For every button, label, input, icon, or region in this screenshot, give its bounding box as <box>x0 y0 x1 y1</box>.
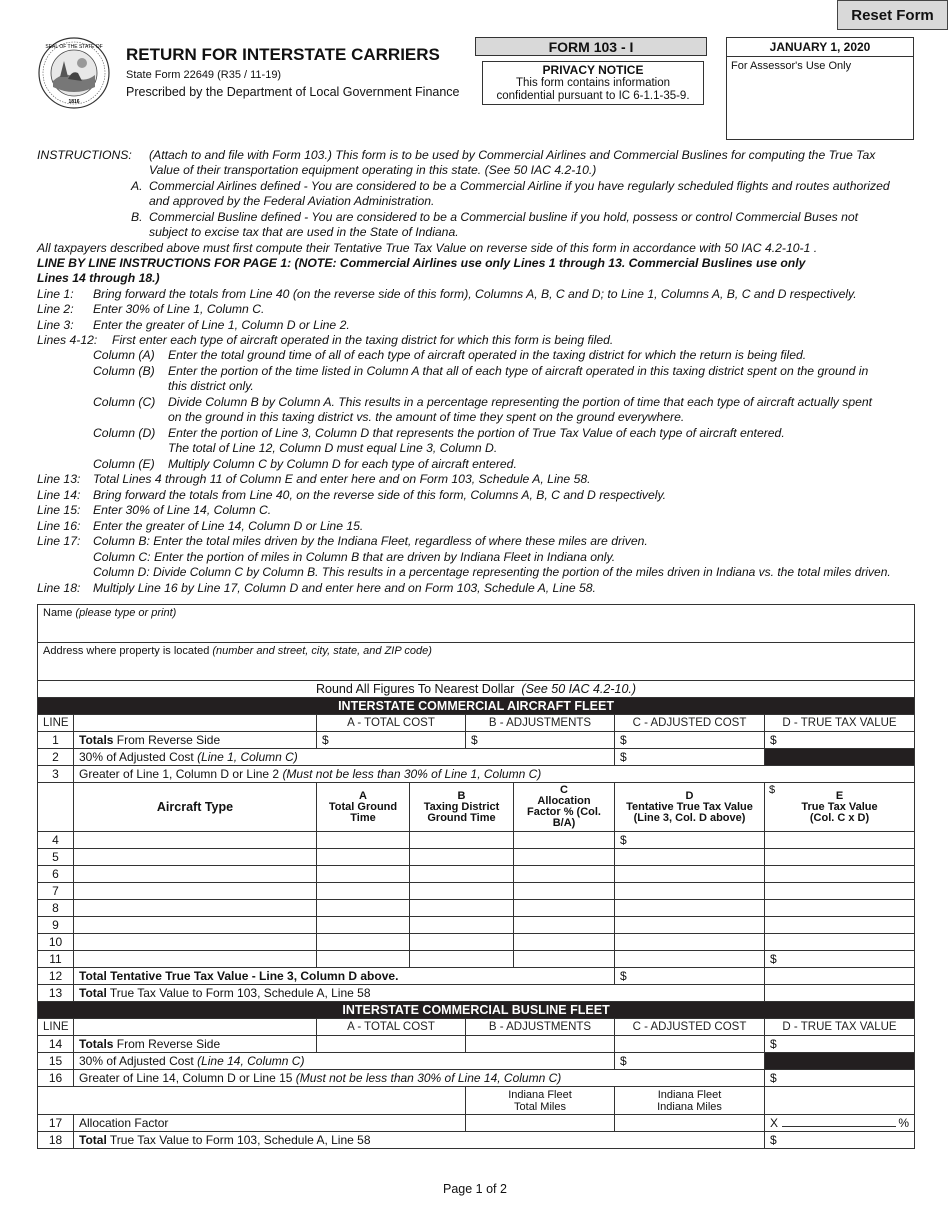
column-b-text-2: this district only. <box>168 379 254 393</box>
district-ground-time-input[interactable] <box>410 951 514 968</box>
aircraft-row <box>38 832 915 849</box>
line-3-label: Line 3: <box>37 318 74 332</box>
aircraft-row <box>38 917 915 934</box>
adjustments-header: B - ADJUSTMENTS <box>466 715 615 732</box>
line-13-true-tax-value-input[interactable] <box>765 985 915 1002</box>
true-tax-value-header: D - TRUE TAX VALUE <box>765 715 915 732</box>
fleet-total-miles-header: Indiana Fleet Total Miles <box>466 1087 615 1115</box>
district-ground-time-input[interactable] <box>410 866 514 883</box>
aircraft-row <box>38 849 915 866</box>
true-tax-value-input[interactable] <box>765 883 915 900</box>
line-by-line-heading-2: Lines 14 through 18.) <box>37 271 160 285</box>
round-figures-note: Round All Figures To Nearest Dollar (See 50 IAC 4.2-10.) <box>38 681 915 698</box>
instructions-main-2: Value of their transportation equipment operating in this state. (See 50 IAC 4.2-10.) <box>149 163 597 177</box>
name-label: Name <box>43 607 73 619</box>
line-14-label: Line 14: <box>37 488 81 502</box>
column-e-label: Column (E) <box>93 457 155 471</box>
district-ground-time-input[interactable] <box>410 883 514 900</box>
line-18-description: Total True Tax Value to Form 103, Schedule A, Line 58 <box>74 1132 765 1149</box>
line-12-description: Total Tentative True Tax Value - Line 3, Column D above. <box>74 968 615 985</box>
allocation-factor-input[interactable] <box>514 934 615 951</box>
bus-adjustments-header: B - ADJUSTMENTS <box>466 1019 615 1036</box>
line-number: 2 <box>38 749 74 766</box>
line-2-adjusted-cost-input[interactable]: $ <box>615 749 765 766</box>
address-label: Address where property is located <box>43 645 210 657</box>
address-field[interactable] <box>38 643 915 681</box>
allocation-factor-input[interactable] <box>514 883 615 900</box>
ground-time-input[interactable] <box>317 832 410 849</box>
privacy-line-2: confidential pursuant to IC 6-1.1-35-9. <box>496 90 690 102</box>
aircraft-type-header: Aircraft Type <box>74 783 317 832</box>
ground-time-input[interactable] <box>317 883 410 900</box>
line-14-total-cost-input[interactable] <box>317 1036 466 1053</box>
allocation-factor-input[interactable] <box>514 849 615 866</box>
line-number: 15 <box>38 1053 74 1070</box>
line-17-indiana-miles-input[interactable] <box>615 1115 765 1132</box>
column-c-text-2: on the ground in this taxing district vs. the amount of time they spent on the ground everywhere. <box>168 410 685 424</box>
instructions-b-2: subject to excise tax that are used in the State of Indiana. <box>149 225 459 239</box>
instructions-b-label: B. <box>131 210 143 224</box>
aircraft-type-input[interactable] <box>74 849 317 866</box>
adjusted-cost-header: C - ADJUSTED COST <box>615 715 765 732</box>
name-hint: (please type or print) <box>75 607 177 619</box>
allocation-factor-input[interactable] <box>514 900 615 917</box>
line-number: 7 <box>38 883 74 900</box>
column-c-text-1: Divide Column B by Column A. This results in a percentage representing the portion of time that each type of aircraft actually spent <box>168 395 873 409</box>
allocation-factor-input[interactable] <box>514 832 615 849</box>
seal-top-text: SEAL OF THE STATE OF <box>45 44 103 50</box>
allocation-factor-input[interactable] <box>514 866 615 883</box>
line-18-true-tax-value-input[interactable]: $ <box>765 1132 915 1149</box>
ground-time-input[interactable] <box>317 849 410 866</box>
line-2-text: Enter 30% of Line 1, Column C. <box>93 302 265 316</box>
column-b-label: Column (B) <box>93 364 155 378</box>
line-14-true-tax-value-input[interactable]: $ <box>765 1036 915 1053</box>
allocation-factor-header: C Allocation Factor % (Col. B/A) <box>514 783 615 832</box>
line-number: 3 <box>38 766 74 783</box>
ground-time-input[interactable] <box>317 917 410 934</box>
allocation-factor-input[interactable] <box>514 951 615 968</box>
all-taxpayers-note: All taxpayers described above must first compute their Tentative True Tax Value on reverse side of this form in accordance with 50 IAC 4.2-10-1 . <box>37 241 818 255</box>
line-14-text: Bring forward the totals from Line 40, on the reverse side of this form, Columns A, B, C and D respectively. <box>93 488 667 502</box>
line-15-label: Line 15: <box>37 503 81 517</box>
assessment-date: JANUARY 1, 2020 <box>727 38 913 57</box>
line-3-description: Greater of Line 1, Column D or Line 2 (Must not be less than 30% of Line 1, Column C) <box>74 766 915 783</box>
privacy-line-1: This form contains information <box>515 77 671 89</box>
aircraft-rows <box>38 832 915 968</box>
allocation-factor-input[interactable] <box>514 917 615 934</box>
line-2-description: 30% of Adjusted Cost (Line 1, Column C) <box>74 749 615 766</box>
line-3-text: Enter the greater of Line 1, Column D or Line 2. <box>93 318 350 332</box>
district-ground-time-input[interactable] <box>410 917 514 934</box>
assessor-box <box>726 37 914 140</box>
form-number-box: FORM 103 - I <box>475 37 707 56</box>
line-number: 9 <box>38 917 74 934</box>
instructions-b-1: Commercial Busline defined - You are considered to be a Commercial busline if you hold, possess or control Commercial Buses not <box>149 210 859 224</box>
aircraft-row <box>38 900 915 917</box>
line-1-text: Bring forward the totals from Line 40 (on the reverse side of this form), Columns A, B, C and D; to Line 1, Columns A, B, C and D respectively. <box>93 287 857 301</box>
assessor-use-label: For Assessor's Use Only <box>731 60 852 72</box>
reset-form-button[interactable]: Reset Form <box>837 0 948 30</box>
bus-total-cost-header: A - TOTAL COST <box>317 1019 466 1036</box>
line-1-adjusted-cost-input[interactable]: $ <box>615 732 765 749</box>
line-15-text: Enter 30% of Line 14, Column C. <box>93 503 272 517</box>
privacy-title: PRIVACY NOTICE <box>542 63 644 77</box>
lines-4-12-text: First enter each type of aircraft operated in the taxing district for which this form is being filed. <box>112 333 614 347</box>
line-18-text: Multiply Line 16 by Line 17, Column D and enter here and on Form 103, Schedule A, Line 58. <box>93 581 596 595</box>
prescribed-by: Prescribed by the Department of Local Government Finance <box>126 85 460 99</box>
line-17-total-miles-input[interactable] <box>466 1115 615 1132</box>
line-number: 6 <box>38 866 74 883</box>
line-17-text: Column B: Enter the total miles driven by the Indiana Fleet, regardless of where these miles are driven. <box>93 534 648 548</box>
state-form-number: State Form 22649 (R35 / 11-19) <box>126 69 282 81</box>
true-tax-value-e-header: $ E True Tax Value (Col. C x D) <box>765 783 915 832</box>
line-number: 5 <box>38 849 74 866</box>
line-1-label: Line 1: <box>37 287 74 301</box>
line-15-adjusted-cost-input[interactable]: $ <box>615 1053 765 1070</box>
line-17-column-c: Column C: Enter the portion of miles in Column B that are driven by Indiana Fleet in Indiana only. <box>93 550 616 564</box>
aircraft-fleet-header: INTERSTATE COMMERCIAL AIRCRAFT FLEET <box>38 698 915 715</box>
district-ground-time-input[interactable] <box>410 832 514 849</box>
line-number: 1 <box>38 732 74 749</box>
return-form-table <box>37 604 915 1149</box>
column-a-label: Column (A) <box>93 348 155 362</box>
busline-fleet-header: INTERSTATE COMMERCIAL BUSLINE FLEET <box>38 1002 915 1019</box>
line-16-text: Enter the greater of Line 14, Column D or Line 15. <box>93 519 364 533</box>
page-number: Page 1 of 2 <box>443 1182 507 1196</box>
tentative-value-input[interactable]: $ <box>615 832 765 849</box>
line-17-label: Line 17: <box>37 534 81 548</box>
line-16-description: Greater of Line 14, Column D or Line 15 (Must not be less than 30% of Line 14, Column C) <box>74 1070 765 1087</box>
aircraft-row <box>38 883 915 900</box>
fleet-indiana-miles-header: Indiana Fleet Indiana Miles <box>615 1087 765 1115</box>
line-number: 10 <box>38 934 74 951</box>
line-17-column-d: Column D: Divide Column C by Column B. This results in a percentage representing the portion of the miles driven in Indiana vs. the total miles driven. <box>93 565 891 579</box>
aircraft-type-input[interactable] <box>74 917 317 934</box>
privacy-notice <box>482 61 704 105</box>
lines-4-12-label: Lines 4-12: <box>37 333 98 347</box>
true-tax-value-input[interactable] <box>765 832 915 849</box>
line-number: 12 <box>38 968 74 985</box>
tentative-value-input[interactable] <box>615 849 765 866</box>
district-ground-time-input[interactable] <box>410 900 514 917</box>
column-c-label: Column (C) <box>93 395 156 409</box>
line-12-tentative-input[interactable]: $ <box>615 968 765 985</box>
line-16-true-tax-value-input[interactable]: $ <box>765 1070 915 1087</box>
instructions-a-label: A. <box>131 179 143 193</box>
line-number: 11 <box>38 951 74 968</box>
aircraft-row <box>38 951 915 968</box>
aircraft-type-input[interactable] <box>74 934 317 951</box>
line-number: 14 <box>38 1036 74 1053</box>
line-number: 4 <box>38 832 74 849</box>
line-number: 13 <box>38 985 74 1002</box>
instructions-label: INSTRUCTIONS: <box>37 148 132 162</box>
line-12-blank <box>765 968 915 985</box>
line-13-description: Total True Tax Value to Form 103, Schedule A, Line 58 <box>74 985 765 1002</box>
line-number: 17 <box>38 1115 74 1132</box>
district-ground-time-input[interactable] <box>410 934 514 951</box>
instructions-a-2: and approved by the Federal Aviation Administration. <box>149 194 435 208</box>
line-number: 8 <box>38 900 74 917</box>
line-18-label: Line 18: <box>37 581 81 595</box>
bus-true-tax-value-header: D - TRUE TAX VALUE <box>765 1019 915 1036</box>
indiana-state-seal <box>38 37 110 109</box>
aircraft-type-input[interactable] <box>74 866 317 883</box>
column-d-label: Column (D) <box>93 426 156 440</box>
true-tax-value-input[interactable] <box>765 917 915 934</box>
aircraft-type-input[interactable] <box>74 951 317 968</box>
line-column-header: LINE <box>38 715 74 732</box>
line-15-description: 30% of Adjusted Cost (Line 14, Column C) <box>74 1053 615 1070</box>
instructions-main-1: (Attach to and file with Form 103.) This form is to be used by Commercial Airlines and Commercial Buslines for computing the True Tax <box>149 148 876 162</box>
true-tax-value-input[interactable] <box>765 934 915 951</box>
form-title: RETURN FOR INTERSTATE CARRIERS <box>126 45 440 64</box>
column-d-text-1: Enter the portion of Line 3, Column D that represents the portion of True Tax Value of each type of aircraft entered. <box>168 426 785 440</box>
tentative-value-input[interactable] <box>615 900 765 917</box>
tentative-value-input[interactable] <box>615 866 765 883</box>
tentative-value-input[interactable] <box>615 934 765 951</box>
ground-time-input[interactable] <box>317 900 410 917</box>
column-a-text: Enter the total ground time of all of each type of aircraft operated in the taxing district for which the return is being filed. <box>168 348 807 362</box>
bus-adjusted-cost-header: C - ADJUSTED COST <box>615 1019 765 1036</box>
aircraft-type-input[interactable] <box>74 883 317 900</box>
line-1-total-cost-input[interactable]: $ <box>317 732 466 749</box>
line-14-adjustments-input[interactable] <box>466 1036 615 1053</box>
line-13-text: Total Lines 4 through 11 of Column E and enter here and on Form 103, Schedule A, Line 58. <box>93 472 591 486</box>
column-d-text-2: The total of Line 12, Column D must equal Line 3, Column D. <box>168 441 498 455</box>
true-tax-value-input[interactable]: $ <box>765 951 915 968</box>
ground-time-input[interactable] <box>317 934 410 951</box>
line-2-label: Line 2: <box>37 302 74 316</box>
line-column-header: LINE <box>38 1019 74 1036</box>
true-tax-value-input[interactable] <box>765 900 915 917</box>
ground-time-header: A Total Ground Time <box>317 783 410 832</box>
tentative-value-input[interactable] <box>615 917 765 934</box>
line-14-adjusted-cost-input[interactable] <box>615 1036 765 1053</box>
aircraft-type-input[interactable] <box>74 900 317 917</box>
column-b-text-1: Enter the portion of the time listed in Column A that all of each type of aircraft operated in this taxing district spent on the ground in <box>168 364 869 378</box>
true-tax-value-input[interactable] <box>765 849 915 866</box>
address-hint: (number and street, city, state, and ZIP code) <box>212 645 432 657</box>
column-e-text: Multiply Column C by Column D for each type of aircraft entered. <box>168 457 517 471</box>
district-ground-time-header: B Taxing District Ground Time <box>410 783 514 832</box>
tentative-value-input[interactable] <box>615 951 765 968</box>
line-17-allocation-factor-input[interactable]: X % <box>765 1115 915 1132</box>
line-by-line-heading-1: LINE BY LINE INSTRUCTIONS FOR PAGE 1: (NOTE: Commercial Airlines use only Lines 1 through 13. Commercial Buslines use only <box>37 256 806 270</box>
total-cost-header: A - TOTAL COST <box>317 715 466 732</box>
ground-time-input[interactable] <box>317 951 410 968</box>
line-14-description: Totals From Reverse Side <box>74 1036 317 1053</box>
tentative-value-input[interactable] <box>615 883 765 900</box>
line-1-true-tax-value-input[interactable]: $ <box>765 732 915 749</box>
line-16-label: Line 16: <box>37 519 81 533</box>
line-1-adjustments-input[interactable]: $ <box>466 732 615 749</box>
line-17-description: Allocation Factor <box>74 1115 466 1132</box>
line-number: 16 <box>38 1070 74 1087</box>
line-1-description: Totals From Reverse Side <box>74 732 317 749</box>
tentative-value-header: D Tentative True Tax Value (Line 3, Col. D above) <box>615 783 765 832</box>
aircraft-row <box>38 934 915 951</box>
line-number: 18 <box>38 1132 74 1149</box>
instructions-a-1: Commercial Airlines defined - You are considered to be a Commercial Airline if you have regularly scheduled flights and routes authorized <box>149 179 890 193</box>
seal-year-text: 1816 <box>68 99 80 105</box>
true-tax-value-input[interactable] <box>765 866 915 883</box>
district-ground-time-input[interactable] <box>410 849 514 866</box>
aircraft-type-input[interactable] <box>74 832 317 849</box>
aircraft-row <box>38 866 915 883</box>
ground-time-input[interactable] <box>317 866 410 883</box>
line-13-label: Line 13: <box>37 472 81 486</box>
name-field[interactable] <box>38 605 915 643</box>
